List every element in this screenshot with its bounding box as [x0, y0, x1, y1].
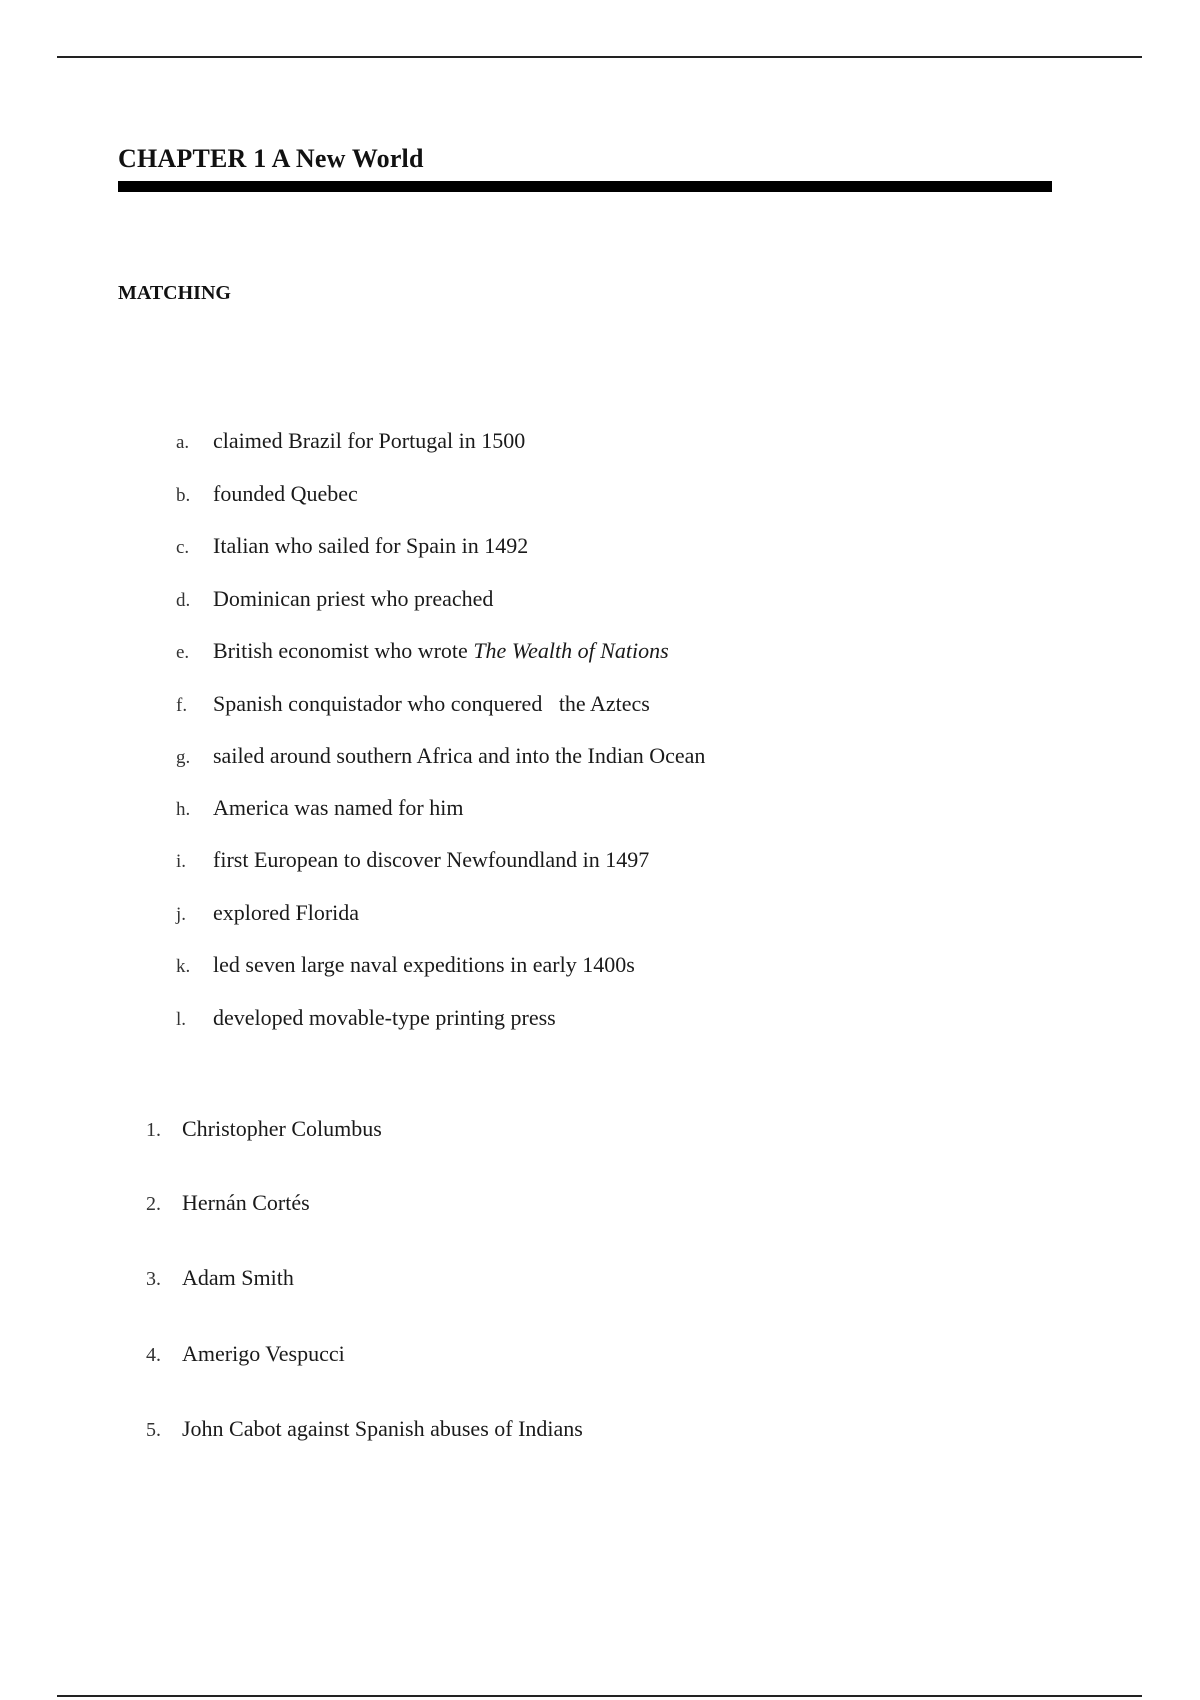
choice-text: Italian who sailed for Spain in 1492 — [213, 533, 529, 558]
choice-text: Dominican priest who preached — [213, 586, 494, 611]
choice-text: first European to discover Newfoundland in 1497 — [213, 847, 650, 872]
item-number: 4. — [146, 1344, 161, 1366]
chapter-title: CHAPTER 1 A New World — [118, 144, 424, 173]
choice-letter: h. — [176, 799, 191, 820]
choice-item — [176, 691, 650, 717]
numbered-item — [146, 1116, 382, 1142]
numbered-item — [146, 1341, 345, 1367]
choice-letter: d. — [176, 590, 191, 611]
section-heading: MATCHING — [118, 282, 231, 304]
item-text: John Cabot against Spanish abuses of Indians — [182, 1416, 583, 1441]
choice-letter: e. — [176, 642, 190, 663]
choice-text: explored Florida — [213, 900, 360, 925]
choice-item — [176, 586, 493, 612]
choice-text: British economist who wrote — [213, 638, 474, 663]
item-number: 3. — [146, 1268, 161, 1290]
choice-letter: f. — [176, 695, 188, 716]
choice-letter: b. — [176, 485, 191, 506]
choice-item — [176, 533, 528, 559]
choice-letter: g. — [176, 747, 191, 768]
choice-item — [176, 743, 705, 769]
item-number: 2. — [146, 1193, 161, 1215]
choice-letter: a. — [176, 432, 190, 453]
choice-text: sailed around southern Africa and into the Indian Ocean — [213, 743, 706, 768]
numbered-item — [146, 1416, 583, 1442]
choice-text: America was named for him — [213, 795, 464, 820]
item-number: 1. — [146, 1119, 161, 1141]
choice-text: claimed Brazil for Portugal in 1500 — [213, 428, 526, 453]
choice-text: founded Quebec — [213, 481, 358, 506]
choice-item — [176, 847, 649, 873]
choice-letter: c. — [176, 537, 190, 558]
numbered-item — [146, 1265, 294, 1291]
page-top-rule — [57, 56, 1142, 58]
choice-letter: l. — [176, 1009, 187, 1030]
choice-letter: i. — [176, 851, 187, 872]
item-text: Christopher Columbus — [182, 1116, 382, 1141]
choice-item — [176, 428, 525, 454]
choice-item — [176, 952, 635, 978]
item-text: Hernán Cortés — [182, 1190, 310, 1215]
choice-text: Spanish conquistador who conquered the Aztecs — [213, 691, 650, 716]
choice-item — [176, 638, 669, 664]
item-text: Amerigo Vespucci — [182, 1341, 345, 1366]
numbered-item — [146, 1190, 310, 1216]
chapter-title-bar — [118, 181, 1052, 192]
choice-item — [176, 481, 358, 507]
choice-text: developed movable-type printing press — [213, 1005, 556, 1030]
choice-italic-title: The Wealth of Nations — [473, 638, 669, 663]
item-text: Adam Smith — [182, 1265, 294, 1290]
choice-item — [176, 795, 463, 821]
choice-text: led seven large naval expeditions in early 1400s — [213, 952, 635, 977]
choice-letter: j. — [176, 904, 187, 925]
choice-letter: k. — [176, 956, 191, 977]
choice-item — [176, 900, 359, 926]
choice-item — [176, 1005, 556, 1031]
item-number: 5. — [146, 1419, 161, 1441]
page-bottom-rule — [57, 1695, 1142, 1697]
